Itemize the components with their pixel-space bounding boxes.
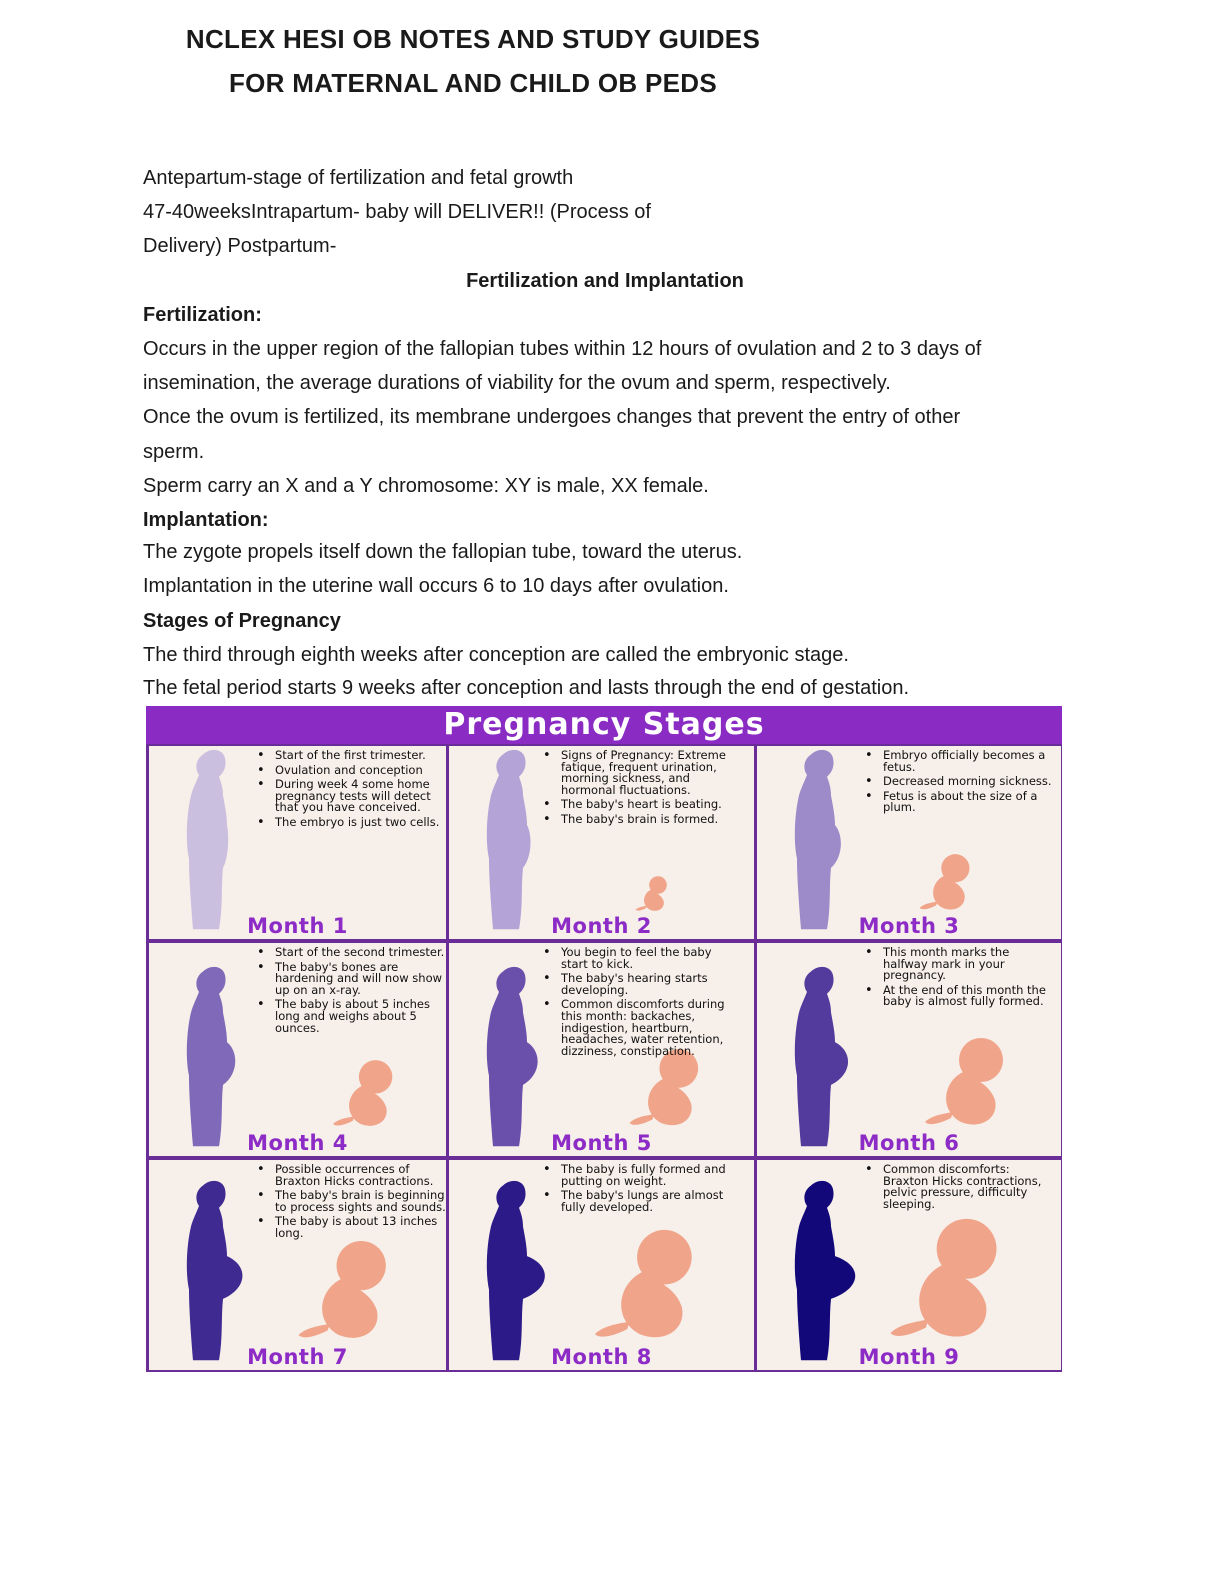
intro-line-3: Delivery) Postpartum- xyxy=(143,235,337,257)
month-panel xyxy=(757,1160,1061,1370)
stages-line-2: The fetal period starts 9 weeks after conception and lasts through the end of gestation. xyxy=(143,677,910,699)
month-fact: • Decreased morning sickness. xyxy=(859,776,1055,788)
month-label: Month 5 xyxy=(551,1131,652,1155)
month-panel xyxy=(149,746,446,939)
month-fact: • Common discomforts during this month: backaches, indigestion, heartburn, headaches, water retention, dizziness, constipation. xyxy=(537,999,733,1057)
month-label: Month 4 xyxy=(247,1131,348,1155)
intro-line-2: 47-40weeksIntrapartum- baby will DELIVER!! (Process of xyxy=(143,201,651,223)
fetus-icon xyxy=(590,1220,714,1344)
month-panel xyxy=(149,1160,446,1370)
month-facts-list xyxy=(537,947,733,1060)
document-title-line-1: NCLEX HESI OB NOTES AND STUDY GUIDES xyxy=(185,24,761,54)
month-panel xyxy=(757,746,1061,939)
section-heading: Fertilization and Implantation xyxy=(466,270,744,292)
month-fact: • Fetus is about the size of a plum. xyxy=(859,791,1055,814)
fetus-icon xyxy=(885,1208,1021,1344)
fertilization-line-4: sperm. xyxy=(143,441,205,463)
month-fact: • The baby's brain is beginning to process sights and sounds. xyxy=(251,1190,446,1213)
month-facts-list xyxy=(537,1164,733,1216)
month-fact: • The baby's bones are hardening and will now show up on an x-ray. xyxy=(251,962,446,997)
month-label: Month 8 xyxy=(551,1345,652,1369)
month-label: Month 1 xyxy=(247,914,348,938)
month-panel xyxy=(449,943,754,1156)
month-fact: • The baby's lungs are almost fully developed. xyxy=(537,1190,733,1213)
month-label: Month 9 xyxy=(858,1345,960,1369)
month-fact: • Embryo officially becomes a fetus. xyxy=(859,750,1055,773)
month-facts-list xyxy=(251,1164,446,1243)
month-panel xyxy=(449,746,754,939)
fetus-icon xyxy=(634,873,674,913)
month-facts-list xyxy=(537,750,733,829)
fertilization-heading: Fertilization: xyxy=(143,304,262,326)
month-fact: • The baby's brain is formed. xyxy=(537,814,733,826)
month-fact: • At the end of this month the baby is almost fully formed. xyxy=(859,985,1055,1008)
month-fact: • The baby is about 5 inches long and weighs about 5 ounces. xyxy=(251,999,446,1034)
month-label: Month 2 xyxy=(551,914,652,938)
stages-line-1: The third through eighth weeks after conception are called the embryonic stage. xyxy=(143,644,849,666)
month-facts-list xyxy=(251,947,446,1037)
month-label: Month 7 xyxy=(247,1345,348,1369)
pregnancy-stages-infographic xyxy=(146,706,1062,1372)
month-fact: • This month marks the halfway mark in your pregnancy. xyxy=(859,947,1055,982)
month-label: Month 6 xyxy=(858,1131,960,1155)
intro-line-1: Antepartum-stage of fertilization and fetal growth xyxy=(143,167,574,189)
month-panel xyxy=(149,943,446,1156)
month-fact: • You begin to feel the baby start to kick. xyxy=(537,947,733,970)
month-fact: • Start of the second trimester. xyxy=(251,947,446,959)
month-fact: • The baby is fully formed and putting on weight. xyxy=(537,1164,733,1187)
document-title-line-2: FOR MATERNAL AND CHILD OB PEDS xyxy=(228,68,718,98)
month-fact: • The baby's heart is beating. xyxy=(537,799,733,811)
month-facts-list xyxy=(859,750,1055,817)
fertilization-line-2: insemination, the average durations of viability for the ovum and sperm, respectively. xyxy=(143,372,891,394)
month-facts-list xyxy=(859,1164,1055,1213)
month-panel xyxy=(757,943,1061,1156)
month-fact: • During week 4 some home pregnancy tests will detect that you have conceived. xyxy=(251,779,446,814)
month-label: Month 3 xyxy=(858,914,960,938)
implantation-heading: Implantation: xyxy=(143,509,269,531)
fertilization-line-3: Once the ovum is fertilized, its membrane undergoes changes that prevent the entry of other xyxy=(143,406,961,428)
month-fact: • The embryo is just two cells. xyxy=(251,817,446,829)
fetus-icon xyxy=(294,1232,406,1344)
month-fact: • The baby's hearing starts developing. xyxy=(537,973,733,996)
month-panel xyxy=(449,1160,754,1370)
month-fact: • Possible occurrences of Braxton Hicks contractions. xyxy=(251,1164,446,1187)
month-fact: • Common discomforts: Braxton Hicks contractions, pelvic pressure, difficulty sleeping. xyxy=(859,1164,1055,1210)
month-facts-list xyxy=(251,750,446,832)
month-fact: • Signs of Pregnancy: Extreme fatique, frequent urination, morning sickness, and hormonal fluctuations. xyxy=(537,750,733,796)
month-fact: • Ovulation and conception xyxy=(251,765,446,777)
month-fact: • The baby is about 13 inches long. xyxy=(251,1216,446,1239)
fertilization-line-5: Sperm carry an X and a Y chromosome: XY is male, XX female. xyxy=(143,475,709,497)
implantation-line-1: The zygote propels itself down the fallopian tube, toward the uterus. xyxy=(143,541,743,563)
stages-heading: Stages of Pregnancy xyxy=(143,610,341,632)
month-facts-list xyxy=(859,947,1055,1011)
month-fact: • Start of the first trimester. xyxy=(251,750,446,762)
implantation-line-2: Implantation in the uterine wall occurs 6 to 10 days after ovulation. xyxy=(143,575,729,597)
fertilization-line-1: Occurs in the upper region of the fallopian tubes within 12 hours of ovulation and 2 to 3 days of xyxy=(143,338,982,360)
fetus-icon xyxy=(917,849,981,913)
fetus-icon xyxy=(330,1054,406,1130)
infographic-banner: Pregnancy Stages xyxy=(146,706,1062,744)
fetus-icon xyxy=(921,1030,1021,1130)
